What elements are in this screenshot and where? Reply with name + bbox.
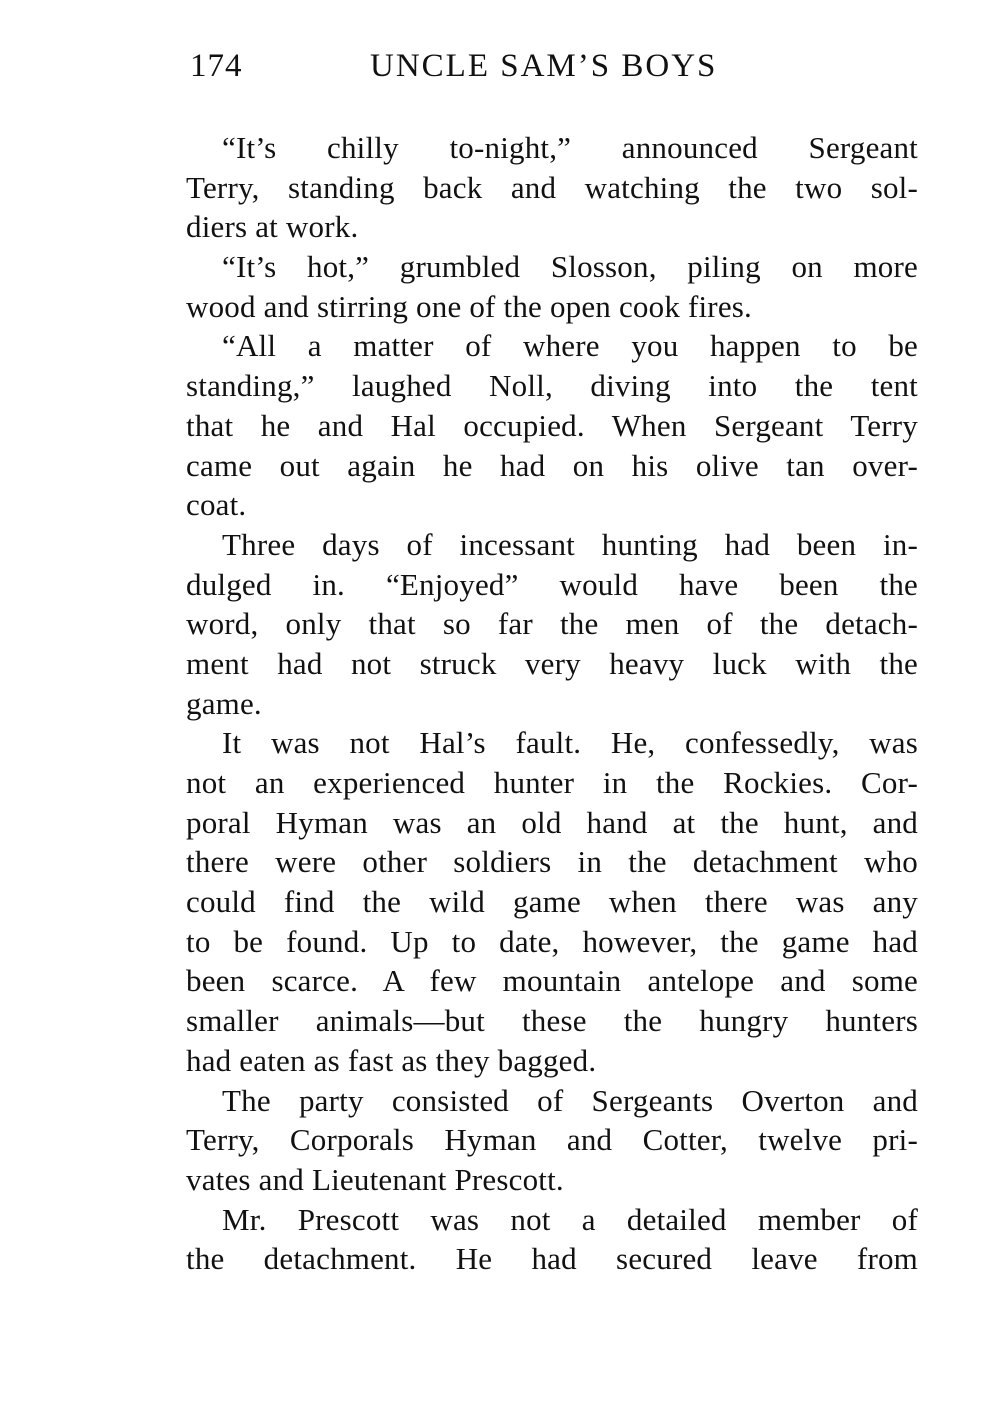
text-line: It was not Hal’s fault. He, confessedly, was <box>222 725 918 761</box>
text-line: The party consisted of Sergeants Overton and <box>222 1082 918 1118</box>
text-line: “It’s chilly to-night,” announced Sergeant <box>222 130 918 165</box>
text-line: Terry, Corporals Hyman and Cotter, twelve pri- <box>186 1122 918 1158</box>
text-line: coat. <box>186 487 247 523</box>
text-line: dulged in. “Enjoyed” would have been the <box>186 566 918 602</box>
text-line: had eaten as fast as they bagged. <box>186 1042 597 1078</box>
text-line: there were other soldiers in the detachment who <box>186 844 918 880</box>
page-number: 174 <box>190 48 243 84</box>
text-line: not an experienced hunter in the Rockies. Cor- <box>186 765 918 800</box>
text-line: game. <box>186 685 262 721</box>
text-line: wood and stirring one of the open cook fires. <box>186 288 753 324</box>
text-line: could find the wild game when there was any <box>186 884 918 920</box>
text-line: poral Hyman was an old hand at the hunt, and <box>186 804 918 840</box>
text-line: Terry, standing back and watching the two sol- <box>186 169 918 205</box>
text-line: Mr. Prescott was not a detailed member of <box>222 1201 918 1237</box>
text-line: diers at work. <box>186 209 359 245</box>
text-line: “All a matter of where you happen to be <box>222 328 918 364</box>
text-line: came out again he had on his olive tan over- <box>186 447 918 483</box>
text-line: that he and Hal occupied. When Sergeant Terry <box>186 407 918 443</box>
text-line: the detachment. He had secured leave from <box>186 1241 918 1277</box>
text-line: smaller animals—but these the hungry hunters <box>186 1003 918 1039</box>
text-line: ment had not struck very heavy luck with the <box>186 645 918 681</box>
text-line: word, only that so far the men of the detach- <box>186 606 918 642</box>
text-line: been scarce. A few mountain antelope and some <box>186 963 918 999</box>
text-line: standing,” laughed Noll, diving into the tent <box>186 368 918 404</box>
body-text <box>186 128 918 1279</box>
text-line: to be found. Up to date, however, the game had <box>186 923 918 959</box>
text-line: “It’s hot,” grumbled Slosson, piling on more <box>222 249 918 285</box>
text-line: Three days of incessant hunting had been in- <box>222 526 918 562</box>
running-title: UNCLE SAM’S BOYS <box>370 48 718 84</box>
running-head <box>190 44 920 88</box>
text-line: vates and Lieutenant Prescott. <box>186 1161 564 1197</box>
